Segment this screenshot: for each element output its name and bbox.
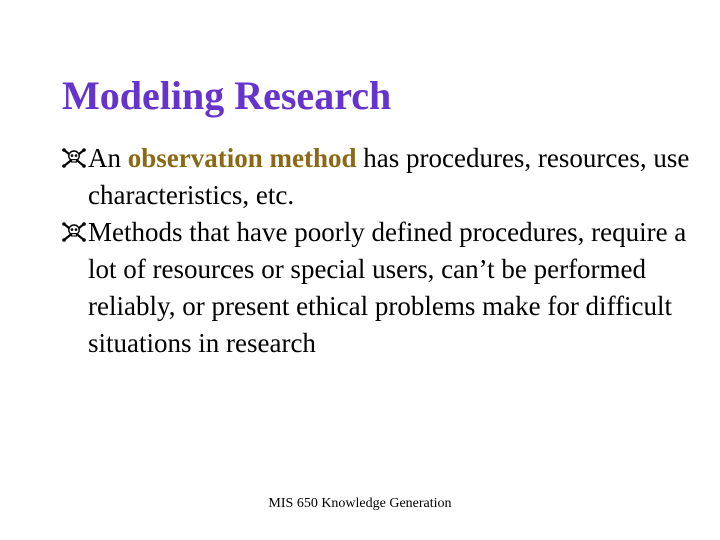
emphasis-term: observation method <box>127 143 357 173</box>
skull-crossbones-icon <box>62 221 86 243</box>
bullet-item <box>62 140 692 214</box>
slide-footer: MIS 650 Knowledge Generation <box>268 496 452 511</box>
bullet-text-suffix: has procedures, resources, use characteristics, etc. <box>88 143 690 210</box>
slide-title: Modeling Research <box>62 73 392 118</box>
bullet-text-prefix: An <box>88 143 128 173</box>
bullet-item <box>62 214 692 362</box>
bullet-text: Methods that have poorly defined procedures, require a lot of resources or special users, can’t be performed reliably, or present ethical problems make for difficult situations in research <box>88 217 687 358</box>
skull-crossbones-icon <box>62 147 86 169</box>
bullet-list <box>62 140 692 362</box>
